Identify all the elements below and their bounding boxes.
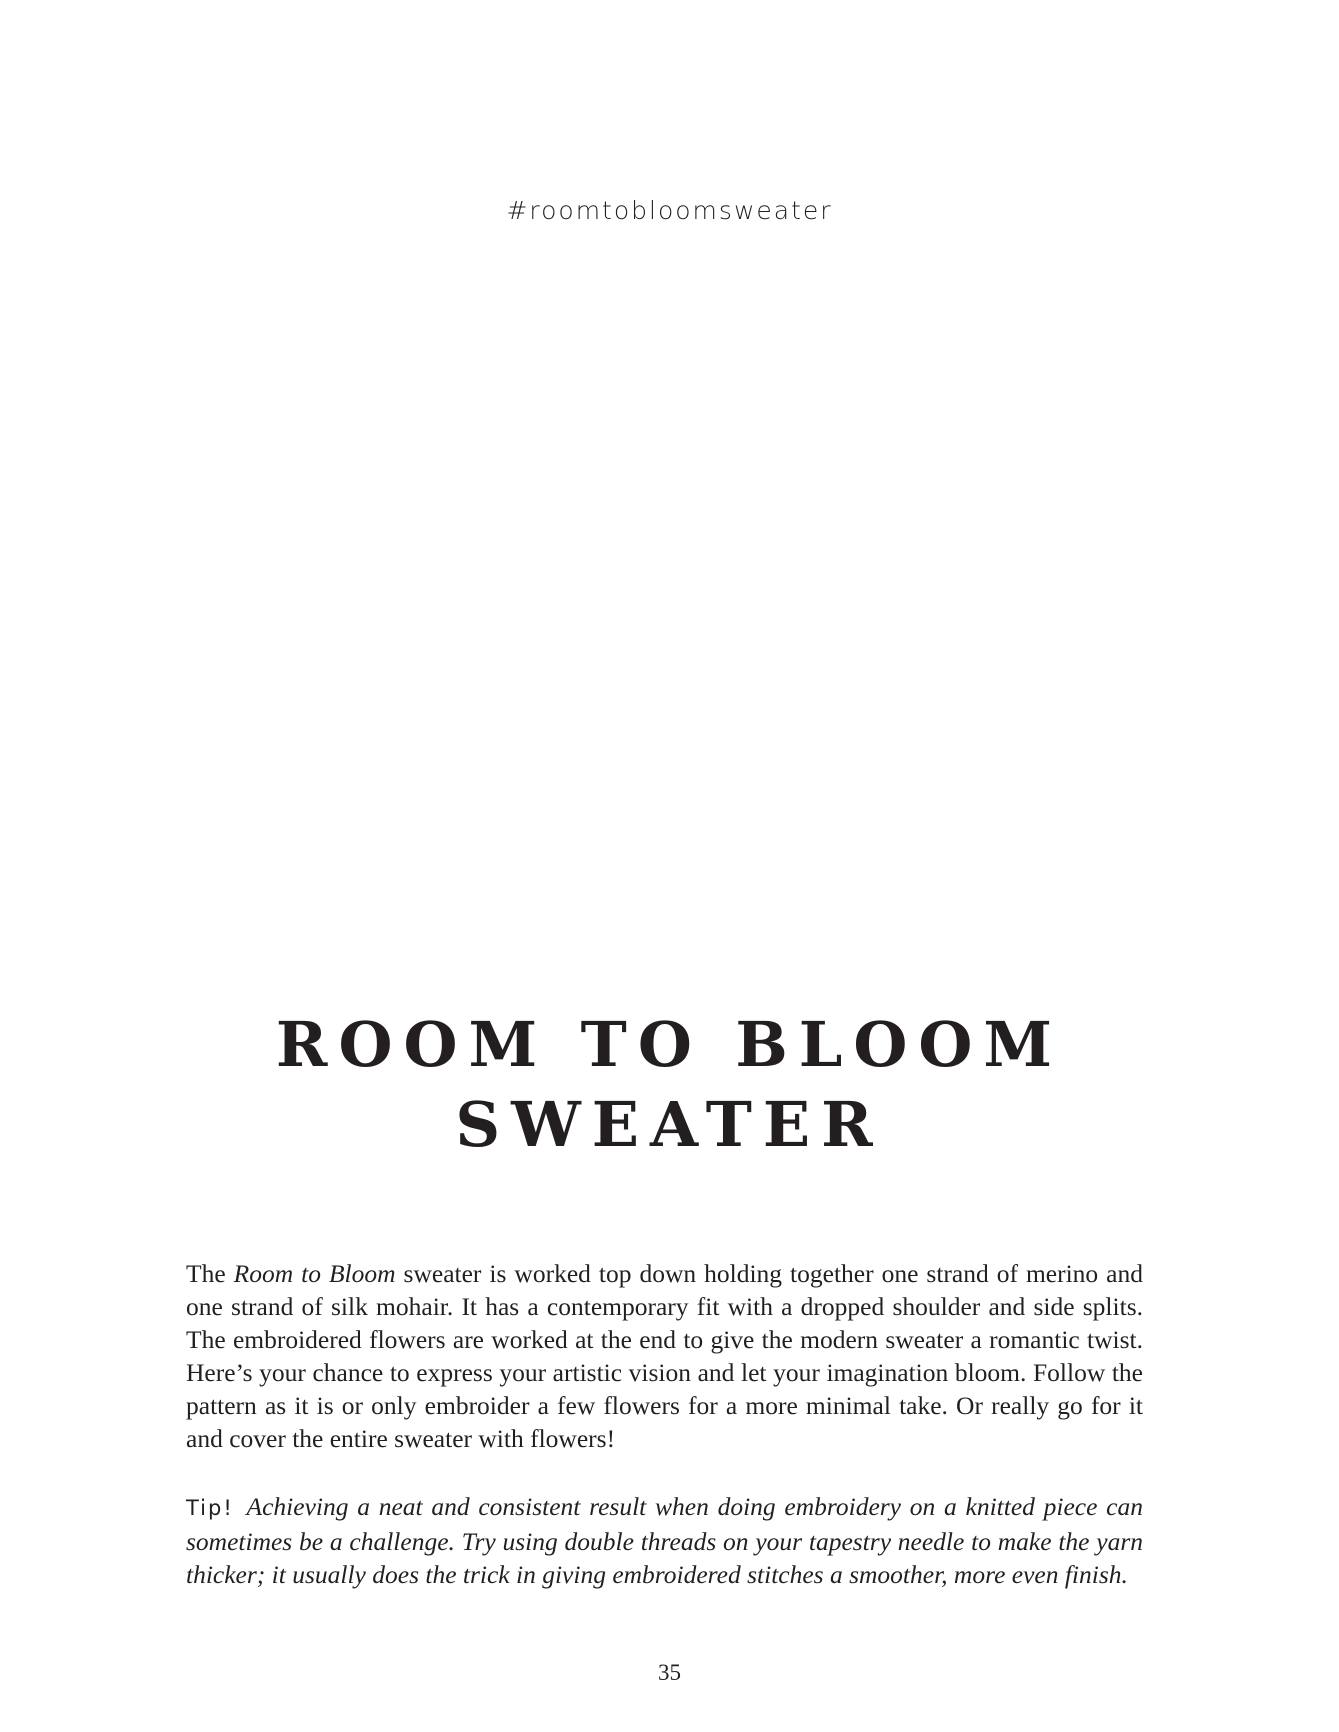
intro-italic-name: Room to Bloom bbox=[233, 1259, 396, 1288]
intro-text-start: The bbox=[186, 1259, 234, 1288]
page-number: 35 bbox=[658, 1660, 681, 1685]
intro-paragraph bbox=[186, 1257, 1143, 1455]
intro-text-rest: sweater is worked top down holding together one strand of merino and one strand of silk mohair. It has a contemporary fit with a dropped shoulder and side splits. The embroidered flowers are worked at the end to give the modern sweater a romantic twist. Here’s your chance to express your artistic vision and let your imagination bloom. Follow the pattern as it is or only embroider a few flowers for a more minimal take. Or really go for it and cover the entire sweater with flowers! bbox=[186, 1259, 1143, 1453]
hashtag: #roomtobloomsweater bbox=[506, 196, 833, 225]
title-line-1: ROOM TO BLOOM bbox=[275, 1008, 1064, 1081]
tip-text: Achieving a neat and consistent result when doing embroidery on a knitted piece can sometimes be a challenge. Try using double threads on your tapestry needle to make the yarn thicker; it usually does the trick in giving embroidered stitches a smoother, more even finish. bbox=[186, 1492, 1143, 1589]
page-title bbox=[0, 1005, 1339, 1165]
tip-label: Tip! bbox=[186, 1496, 234, 1520]
title-line-2: SWEATER bbox=[455, 1088, 884, 1161]
tip-paragraph bbox=[186, 1490, 1143, 1591]
